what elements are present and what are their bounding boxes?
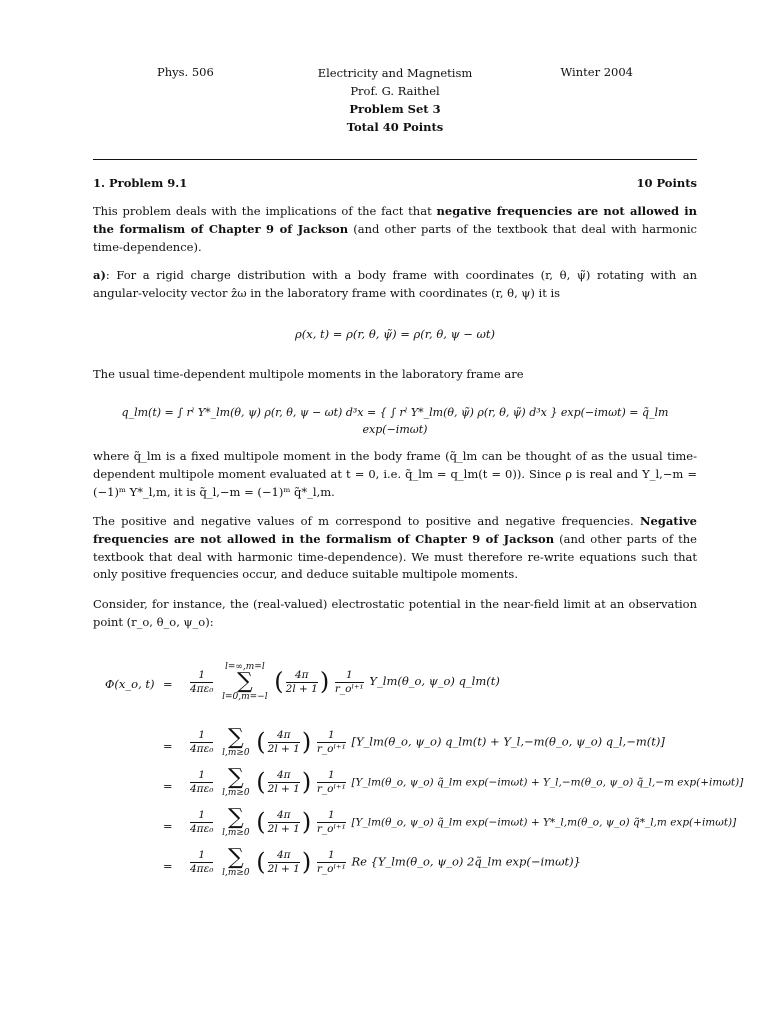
frac-den: 2l + 1 — [267, 863, 300, 876]
intro-text-end: (and other parts of the textbook that deal with harmonic time-dependence). — [93, 221, 697, 254]
frac-den: r_oˡ⁺¹ — [316, 823, 346, 836]
frac-den: 2l + 1 — [267, 743, 300, 756]
where-text: where q̃_lm is a fixed multipole moment in the body frame (q̃_lm can be thought of as the usual time-dependent multipole moment evaluated at t = 0, i.e. q̃_lm = q_lm(t = 0)). Since ρ is real and Y_l,−m = (−1)ᵐ Y*_l,m, it is q̃_l,−m = (−1)ᵐ q̃*_l,m. — [93, 449, 697, 499]
frac-den: r_oˡ⁺¹ — [316, 743, 346, 756]
freq-text: The positive and negative values of m correspond to positive and negative frequencies. — [93, 514, 640, 528]
potential-lhs: Φ(x_o, t) — [105, 677, 155, 691]
potential-rhs-2: $\frac{1}{\text{4πε₀}}$ ∑ l,m≥0 ( $\frac{4\pi}{2l + 1}$ ) $\frac{1}{\text{r\_oˡ⁺¹}}$ [Y_lm(θ_o, ψ_o) q_lm(t) + Y_l,−m(θ_o, ψ_o) q_l,−m(t)] — [190, 724, 665, 758]
course-number: Phys. 506 — [157, 65, 214, 79]
professor: Prof. G. Raithel — [350, 84, 440, 98]
term: Winter 2004 — [560, 65, 633, 79]
row-term: Re {Y_lm(θ_o, ψ_o) 2q̃_lm exp(−imωt)} — [351, 854, 581, 869]
row-term: [Y_lm(θ_o, ψ_o) q̃_lm exp(−imωt) + Y*_l,m(θ_o, ψ_o) q̃*_l,m exp(+imωt)] — [351, 816, 737, 829]
row-term: [Y_lm(θ_o, ψ_o) q_lm(t) + Y_l,−m(θ_o, ψ_o) q_l,−m(t)] — [351, 734, 665, 749]
equation-density: ρ(x, t) = ρ(r, θ, ψ̃) = ρ(r, θ, ψ − ωt) — [294, 327, 496, 341]
frac-den: r_oˡ⁺¹ — [316, 783, 346, 796]
frac-num: 1 — [317, 769, 346, 783]
section-heading — [93, 175, 697, 193]
frac-num: 1 — [317, 729, 346, 743]
potential-rhs-1: $\frac{1}{\text{4πε₀}}$ l=∞,m=l ∑ l=0,m=−l ( $\frac{4\pi}{2l + 1}$ ) $\frac{1}{\text{r\_oˡ⁺¹}}$ Y_lm(θ_o, ψ_o) q_lm(t) — [190, 662, 500, 702]
frac-den: r_oˡ⁺¹ — [316, 863, 346, 876]
frac-num: 1 — [317, 809, 346, 823]
frac-den: 4πε₀ — [190, 682, 214, 695]
sum-bottom: l,m≥0 — [222, 867, 250, 878]
frac-num: 1 — [190, 669, 213, 683]
equals-sign: = — [163, 677, 173, 691]
where-paragraph — [93, 448, 697, 501]
potential-rhs-4: $\frac{1}{\text{4πε₀}}$ ∑ l,m≥0 ( $\frac{4\pi}{2l + 1}$ ) $\frac{1}{\text{r\_oˡ⁺¹}}$ [Y_lm(θ_o, ψ_o) q̃_lm exp(−imωt) + Y*_l,m(θ_o, ψ_o) q̃*_l,m exp(+imωt)] — [190, 804, 737, 838]
frac-num: 4π — [268, 809, 300, 823]
frac-den: 2l + 1 — [267, 823, 300, 836]
sum-bottom: l,m≥0 — [222, 747, 250, 758]
equals-sign: = — [163, 819, 173, 833]
frac-den: r_oˡ⁺¹ — [334, 682, 364, 695]
frac-num: 4π — [268, 729, 300, 743]
sum-bottom: l=0,m=−l — [222, 692, 268, 702]
row-term: [Y_lm(θ_o, ψ_o) q̃_lm exp(−imωt) + Y_l,−m(θ_o, ψ_o) q̃_l,−m exp(+imωt)] — [351, 776, 744, 789]
intro-emphasis: negative frequencies are not allowed in the formalism of Chapter 9 of Jackson — [93, 204, 697, 236]
frequency-paragraph — [93, 513, 697, 584]
part-a-label: a) — [93, 268, 106, 282]
potential-rhs-3: $\frac{1}{\text{4πε₀}}$ ∑ l,m≥0 ( $\frac{4\pi}{2l + 1}$ ) $\frac{1}{\text{r\_oˡ⁺¹}}$ [Y_lm(θ_o, ψ_o) q̃_lm exp(−imωt) + Y_l,−m(θ_o, ψ_o) q̃_l,−m exp(+imωt)] — [190, 764, 744, 798]
frac-num: 1 — [190, 729, 213, 743]
intro-paragraph — [93, 203, 697, 256]
sum-top: l=∞,m=l — [224, 662, 265, 672]
row-term: Y_lm(θ_o, ψ_o) q_lm(t) — [369, 674, 500, 688]
document-page — [93, 62, 744, 878]
header — [93, 62, 697, 134]
problem-set: Problem Set 3 — [349, 102, 441, 116]
frac-den: 4πε₀ — [190, 783, 214, 796]
consider-paragraph — [93, 596, 697, 632]
equals-sign: = — [163, 859, 173, 873]
frac-num: 4π — [268, 849, 300, 863]
consider-text: Consider, for instance, the (real-valued) electrostatic potential in the near-field limit at an observation point (r_o, θ_o, ψ_o): — [93, 597, 697, 629]
divider — [93, 159, 697, 160]
equals-sign: = — [163, 739, 173, 753]
frac-den: 4πε₀ — [190, 863, 214, 876]
frac-num: 1 — [190, 849, 213, 863]
frac-num: 4π — [286, 669, 318, 683]
intro-text: This problem deals with the implications of the fact that — [93, 204, 437, 218]
frac-num: 4π — [268, 769, 300, 783]
part-a-text: : For a rigid charge distribution with a body frame with coordinates (r, θ, ψ̃) rotating with an angular-velocity vector ẑω in the laboratory frame with coordinates (r, θ, ψ) it is — [93, 268, 697, 300]
frac-den: 4πε₀ — [190, 743, 214, 756]
section-points: 10 Points — [636, 176, 697, 190]
frac-den: 2l + 1 — [285, 682, 318, 695]
frac-num: 1 — [317, 849, 346, 863]
frac-num: 1 — [190, 809, 213, 823]
multipole-intro — [93, 366, 697, 384]
sum-bottom: l,m≥0 — [222, 827, 250, 838]
sum-bottom: l,m≥0 — [222, 787, 250, 798]
frac-den: 2l + 1 — [267, 783, 300, 796]
frac-num: 1 — [335, 669, 364, 683]
section-title: 1. Problem 9.1 — [93, 176, 188, 190]
part-a-paragraph — [93, 267, 697, 303]
equals-sign: = — [163, 779, 173, 793]
total-points: Total 40 Points — [346, 120, 444, 134]
potential-rhs-5: $\frac{1}{\text{4πε₀}}$ ∑ l,m≥0 ( $\frac{4\pi}{2l + 1}$ ) $\frac{1}{\text{r\_oˡ⁺¹}}$ Re {Y_lm(θ_o, ψ_o) 2q̃_lm exp(−imωt)} — [190, 844, 581, 878]
frac-den: 4πε₀ — [190, 823, 214, 836]
subject: Electricity and Magnetism — [317, 66, 473, 80]
freq-emphasis: Negative frequencies are not allowed in the formalism of Chapter 9 of Jackson — [93, 514, 697, 546]
equation-multipole: q_lm(t) = ∫ rˡ Y*_lm(θ, ψ) ρ(r, θ, ψ − ωt) d³x = { ∫ rˡ Y*_lm(θ, ψ̃) ρ(r, θ, ψ̃) d³x } exp(−imωt) = q̃_lm exp(−imωt) — [121, 406, 669, 437]
frac-num: 1 — [190, 769, 213, 783]
multipole-intro-text: The usual time-dependent multipole moments in the laboratory frame are — [93, 367, 524, 381]
freq-text-end: (and other parts of the textbook that deal with harmonic time-dependence). We must therefore re-write equations such that only positive frequencies occur, and deduce suitable multipole moments. — [93, 531, 697, 582]
